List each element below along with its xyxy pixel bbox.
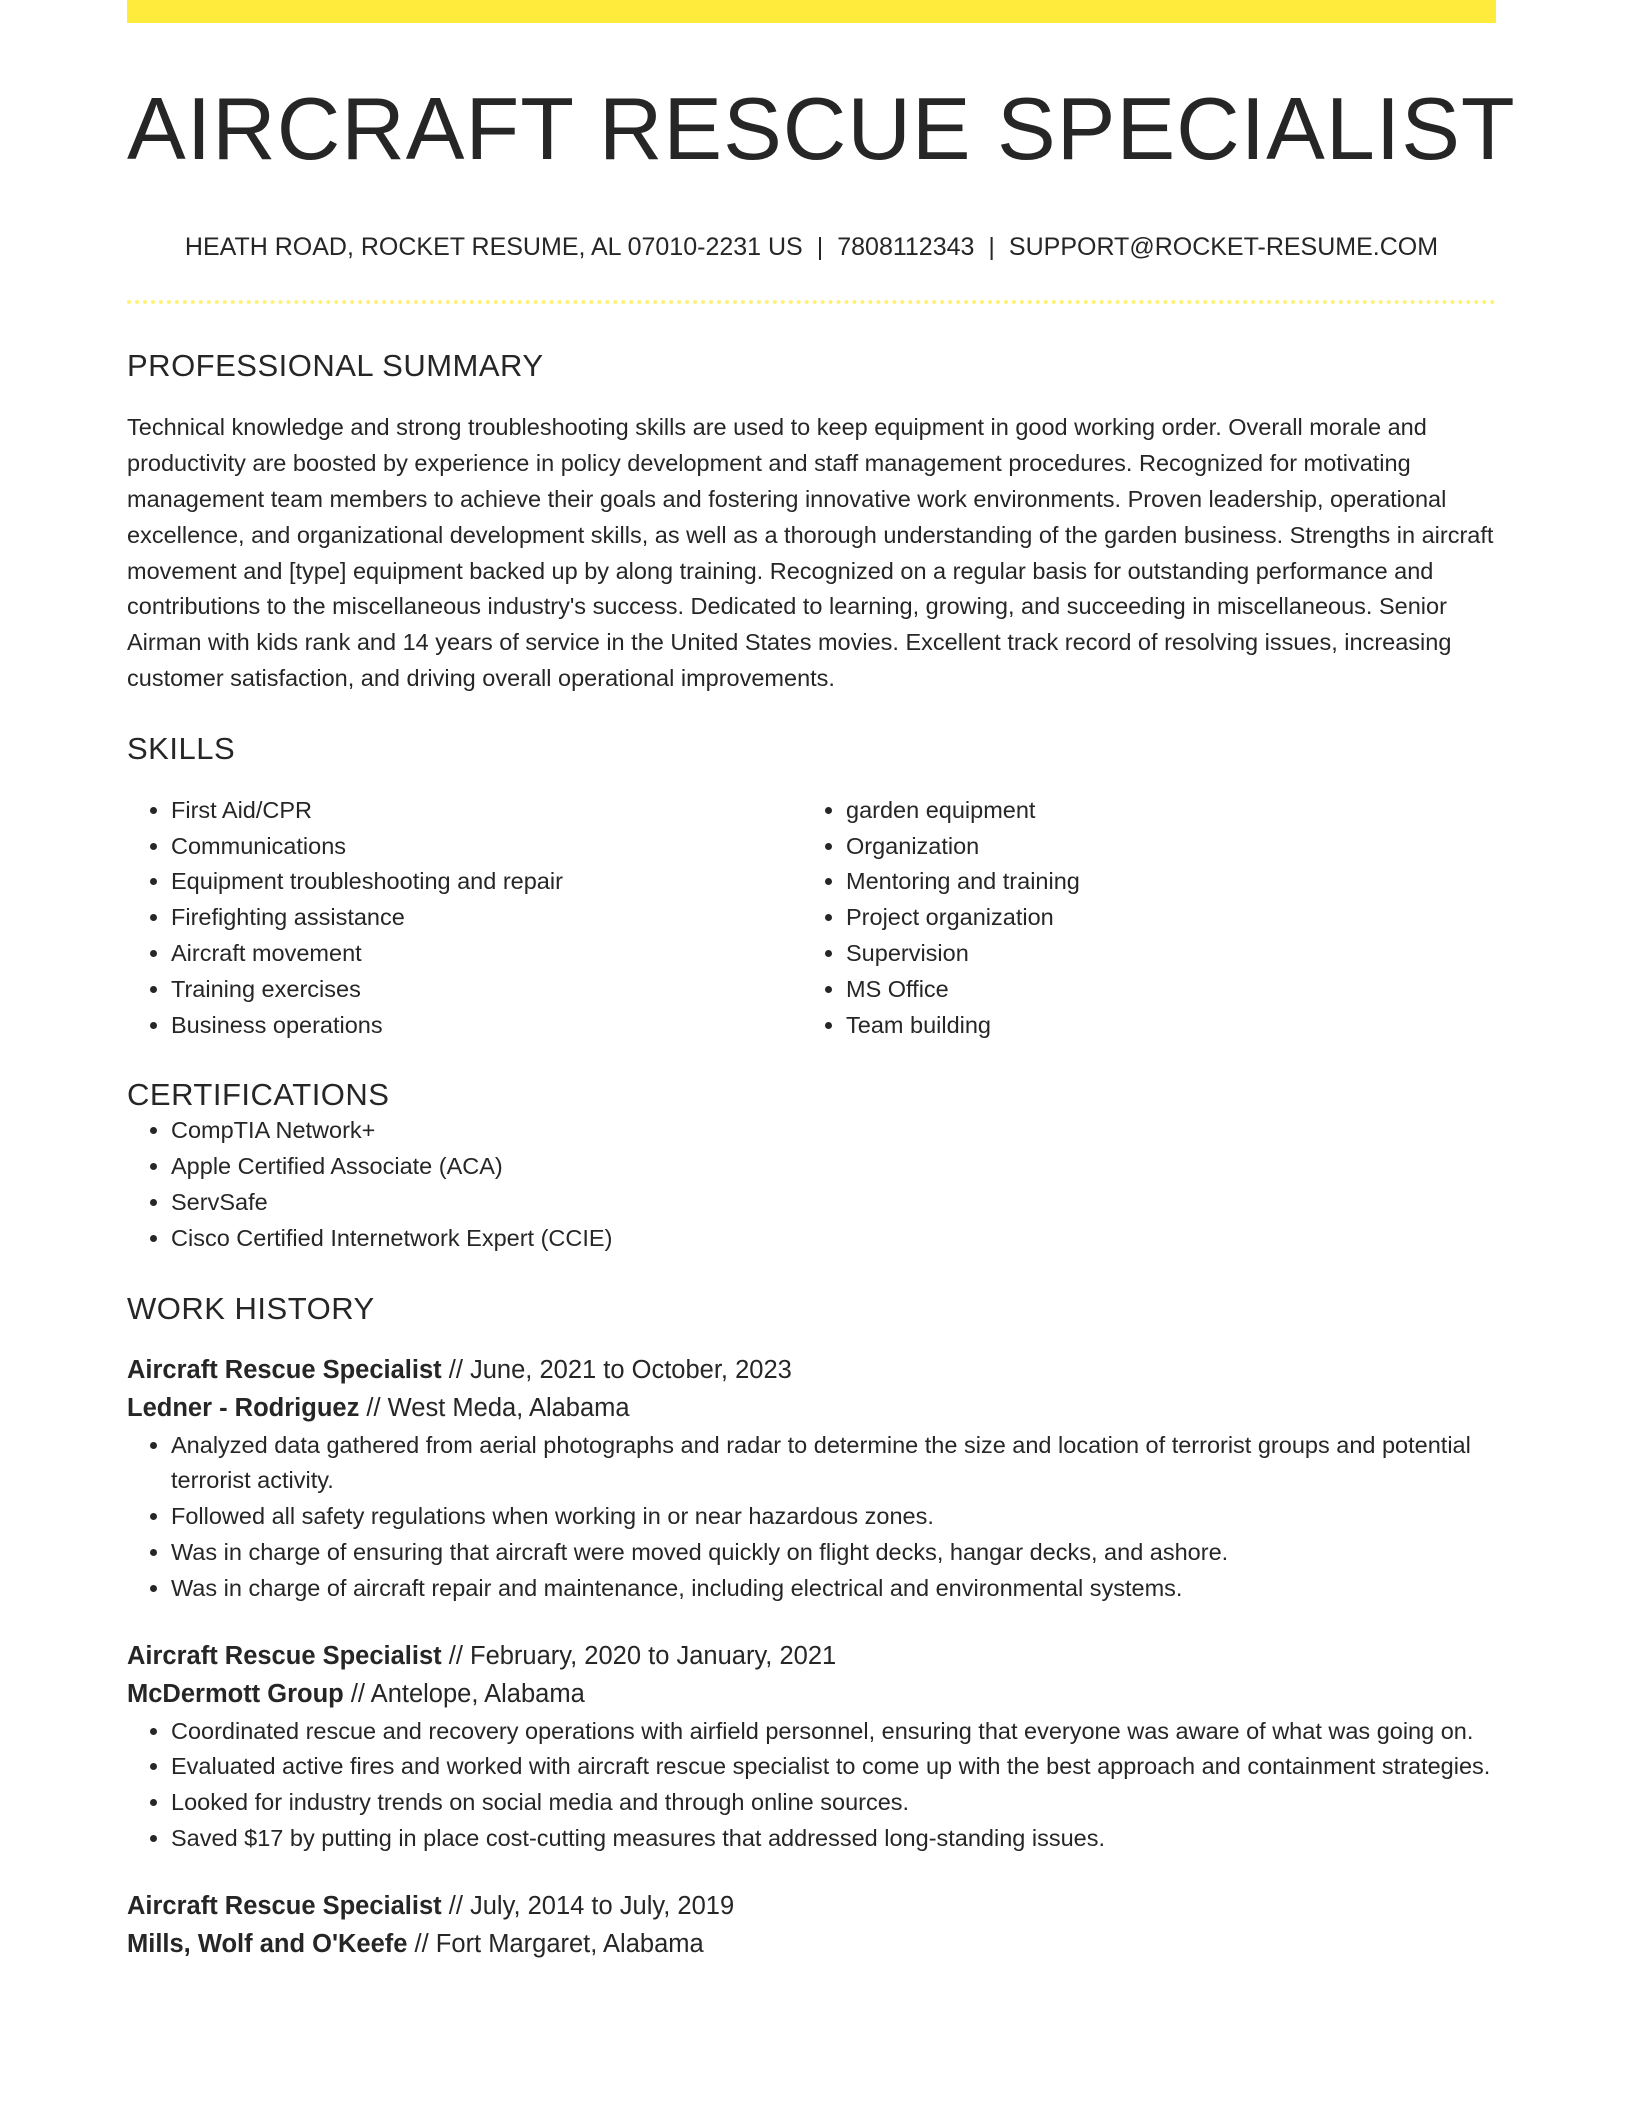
job-dates: // June, 2021 to October, 2023: [441, 1355, 792, 1384]
skills-list-right: [802, 793, 1477, 1044]
certifications-heading: CERTIFICATIONS: [127, 1077, 390, 1113]
job-duties-list: [127, 1428, 1496, 1607]
skill-item: • Communications: [171, 829, 802, 865]
job-duty: • Analyzed data gathered from aerial photographs and radar to determine the size and location of terrorist groups and potential terrorist activity.: [171, 1428, 1496, 1500]
skill-item: • garden equipment: [846, 793, 1477, 829]
job-role: Aircraft Rescue Specialist: [127, 1641, 442, 1670]
skill-item: • Organization: [846, 829, 1477, 865]
skill-item: • Aircraft movement: [171, 936, 802, 972]
skill-item: • Project organization: [846, 900, 1477, 936]
contact-separator: |: [816, 233, 824, 262]
contact-email: SUPPORT@ROCKET-RESUME.COM: [1008, 233, 1439, 262]
header-divider: [127, 300, 1496, 304]
job-duty: • Looked for industry trends on social media and through online sources.: [171, 1785, 1496, 1821]
skills-list-left: [127, 793, 802, 1044]
job-duties-list: [127, 1714, 1496, 1857]
job-duty: • Saved $17 by putting in place cost-cutting measures that addressed long-standing issues.: [171, 1821, 1496, 1857]
job-duty: • Was in charge of ensuring that aircraft were moved quickly on flight decks, hangar decks, and ashore.: [171, 1535, 1496, 1571]
contact-address: HEATH ROAD, ROCKET RESUME, AL 07010-2231 US: [184, 233, 803, 262]
skill-item: • Mentoring and training: [846, 864, 1477, 900]
job-company: McDermott Group: [127, 1680, 344, 1709]
job-company-line: [127, 1389, 1496, 1428]
job-duty: • Followed all safety regulations when working in or near hazardous zones.: [171, 1499, 1496, 1535]
job-company: Ledner - Rodriguez: [127, 1394, 360, 1423]
job-role-line: [127, 1637, 1496, 1676]
job-duty: • Was in charge of aircraft repair and maintenance, including electrical and environmental systems.: [171, 1571, 1496, 1607]
skill-item: • First Aid/CPR: [171, 793, 802, 829]
skill-item: • Business operations: [171, 1008, 802, 1044]
job-dates: // February, 2020 to January, 2021: [441, 1641, 837, 1670]
job-company: Mills, Wolf and O'Keefe: [127, 1930, 408, 1959]
skills-column-left: [127, 793, 802, 1044]
skill-item: • MS Office: [846, 972, 1477, 1008]
skills-heading: SKILLS: [127, 730, 236, 766]
contact-phone: 7808112343: [837, 233, 975, 262]
job-role-line: [127, 1351, 1496, 1390]
job-entry: [127, 1351, 1496, 1607]
certification-item: • CompTIA Network+: [171, 1113, 1496, 1149]
contact-separator: |: [988, 233, 995, 262]
work-history-heading: WORK HISTORY: [127, 1290, 375, 1326]
job-entry: [127, 1637, 1496, 1857]
job-location: // Antelope, Alabama: [343, 1680, 585, 1709]
job-role: Aircraft Rescue Specialist: [127, 1891, 442, 1920]
job-company-line: [127, 1675, 1496, 1714]
contact-line: [127, 233, 1496, 262]
top-accent-bar: [127, 0, 1496, 23]
skill-item: • Firefighting assistance: [171, 900, 802, 936]
job-location: // Fort Margaret, Alabama: [407, 1930, 704, 1959]
summary-paragraph: Technical knowledge and strong troubleshooting skills are used to keep equipment in good working order. Overall morale and productivity are boosted by experience in policy development and staff management procedures. Recognized for motivating management team members to achieve their goals and fostering innovative work environments. Proven leadership, operational excellence, and organizational development skills, as well as a thorough understanding of the garden business. Strengths in aircraft movement and [type] equipment backed up by along training. Recognized on a regular basis for outstanding performance and contributions to the miscellaneous industry's success. Dedicated to learning, growing, and succeeding in miscellaneous. Senior Airman with kids rank and 14 years of service in the United States movies. Excellent track record of resolving issues, increasing customer satisfaction, and driving overall operational improvements.: [127, 414, 1494, 691]
skill-item: • Team building: [846, 1008, 1477, 1044]
certification-item: • Cisco Certified Internetwork Expert (CCIE): [171, 1221, 1496, 1257]
job-duty: • Coordinated rescue and recovery operations with airfield personnel, ensuring that everyone was aware of what was going on.: [171, 1714, 1496, 1750]
certification-item: • Apple Certified Associate (ACA): [171, 1149, 1496, 1185]
job-entry: [127, 1887, 1496, 1964]
candidate-title: AIRCRAFT RESCUE SPECIALIST: [127, 79, 1516, 178]
job-location: // West Meda, Alabama: [359, 1394, 630, 1423]
skills-grid: [127, 793, 1496, 1044]
job-role: Aircraft Rescue Specialist: [127, 1355, 442, 1384]
skill-item: • Supervision: [846, 936, 1477, 972]
job-company-line: [127, 1925, 1496, 1964]
skills-column-right: [802, 793, 1477, 1044]
job-role-line: [127, 1887, 1496, 1926]
certifications-list: [127, 1113, 1496, 1256]
job-dates: // July, 2014 to July, 2019: [441, 1891, 735, 1920]
skill-item: • Training exercises: [171, 972, 802, 1008]
skill-item: • Equipment troubleshooting and repair: [171, 864, 802, 900]
job-duty: • Evaluated active fires and worked with aircraft rescue specialist to come up with the best approach and containment strategies.: [171, 1749, 1496, 1785]
resume-page: [127, 0, 1516, 1964]
certification-item: • ServSafe: [171, 1185, 1496, 1221]
summary-heading: PROFESSIONAL SUMMARY: [127, 348, 544, 384]
